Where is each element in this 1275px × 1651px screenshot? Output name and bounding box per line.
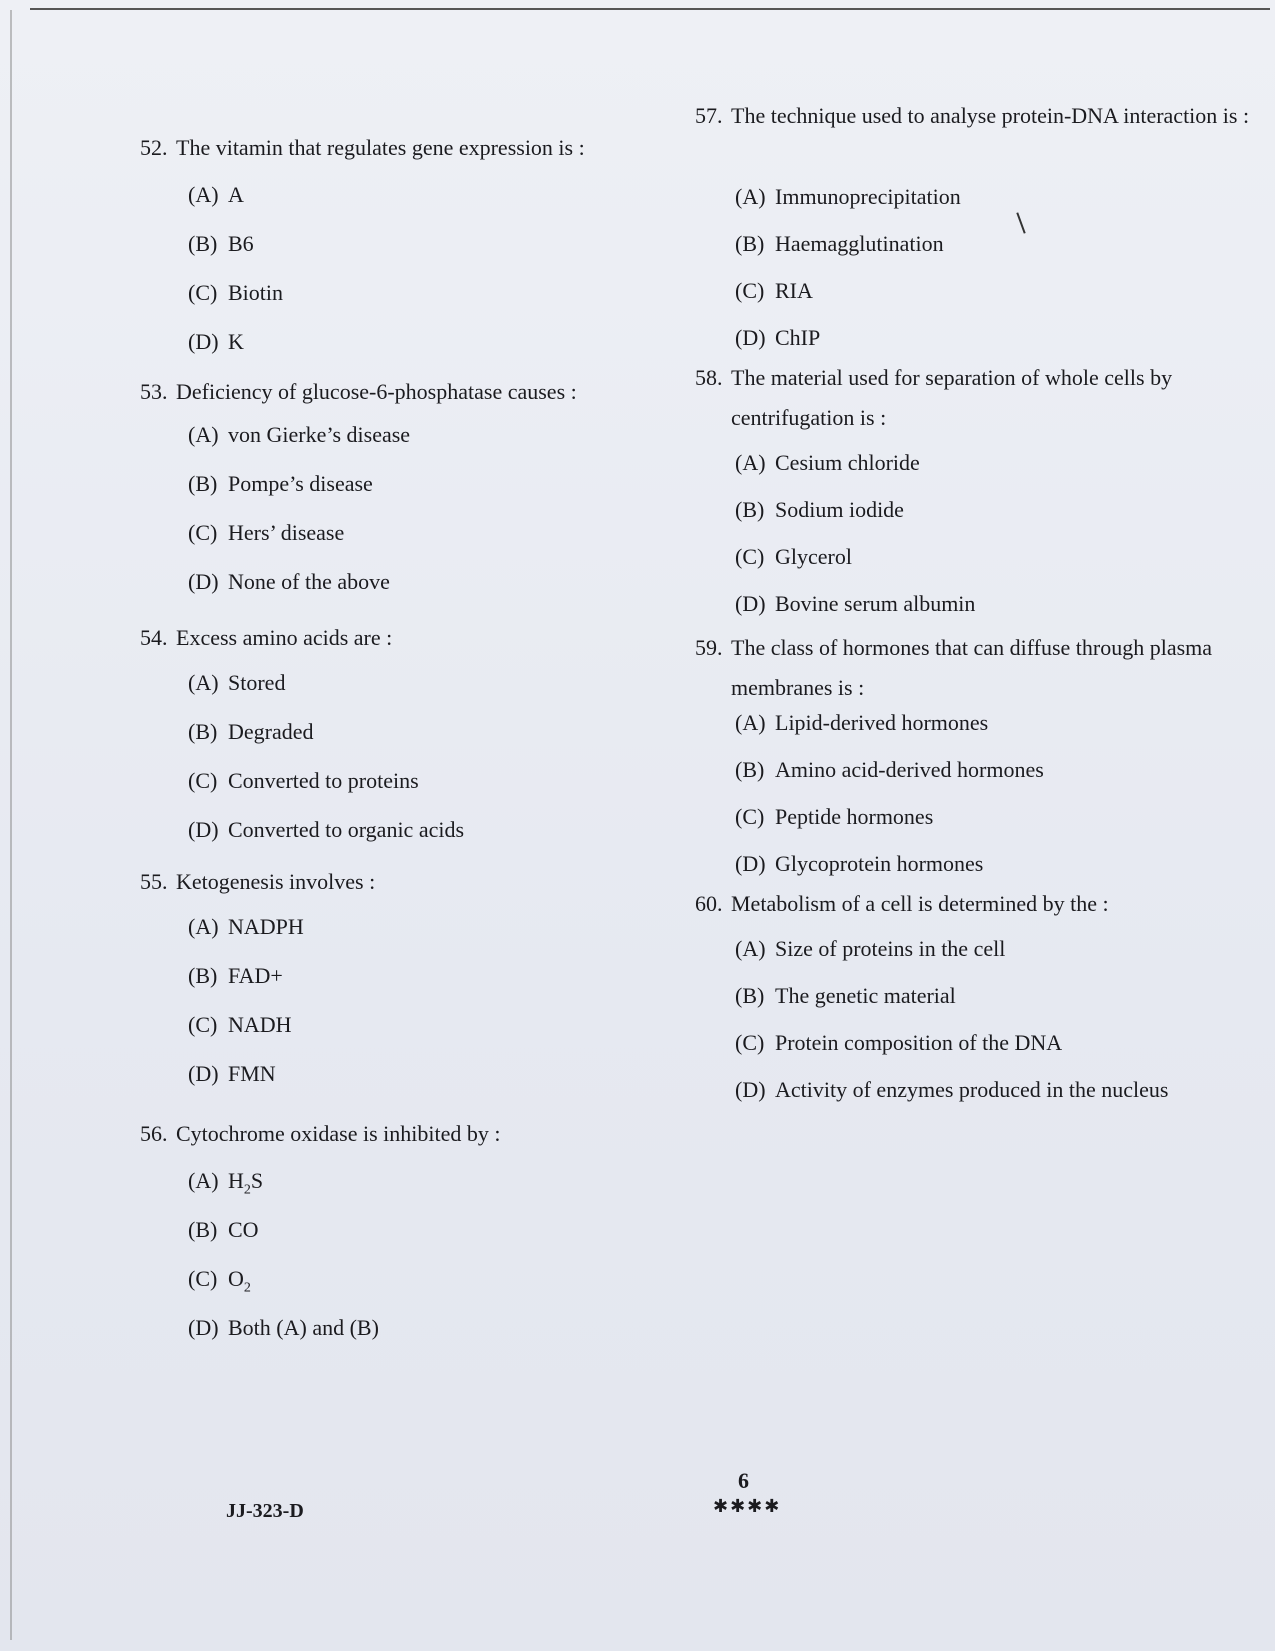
option-text: A bbox=[228, 182, 244, 207]
option-label: (A) bbox=[188, 182, 219, 207]
question-stem bbox=[695, 358, 1255, 438]
option-label: (C) bbox=[735, 804, 765, 829]
question-text: The material used for separation of whole cells by centrifugation is : bbox=[731, 365, 1173, 430]
option-c bbox=[735, 804, 933, 830]
option-label: (B) bbox=[735, 983, 765, 1008]
option-d bbox=[188, 329, 244, 355]
option-b bbox=[188, 471, 373, 497]
option-label: (B) bbox=[188, 231, 218, 256]
option-label: (A) bbox=[188, 422, 219, 447]
option-label: (D) bbox=[188, 817, 219, 842]
option-d bbox=[735, 1077, 1168, 1103]
option-text: CO bbox=[228, 1217, 259, 1242]
option-c bbox=[188, 768, 419, 794]
question-text: Cytochrome oxidase is inhibited by : bbox=[176, 1121, 501, 1146]
option-text: Immunoprecipitation bbox=[775, 184, 961, 209]
option-label: (C) bbox=[735, 1030, 765, 1055]
question-text: Deficiency of glucose-6-phosphatase causes : bbox=[176, 379, 577, 404]
option-text: Degraded bbox=[228, 719, 314, 744]
option-text: RIA bbox=[775, 278, 813, 303]
option-text: Haemagglutination bbox=[775, 231, 944, 256]
option-label: (D) bbox=[735, 325, 766, 350]
option-text: Glycerol bbox=[775, 544, 852, 569]
question-text: The technique used to analyse protein-DNA interaction is : bbox=[731, 103, 1250, 128]
question-stem bbox=[695, 628, 1255, 708]
option-text: Pompe’s disease bbox=[228, 471, 373, 496]
top-border-line bbox=[30, 8, 1270, 10]
option-label: (B) bbox=[188, 963, 218, 988]
question-stem bbox=[140, 618, 700, 658]
question-stem bbox=[140, 372, 700, 412]
question-text: Ketogenesis involves : bbox=[176, 869, 376, 894]
option-d bbox=[188, 1061, 276, 1087]
paper-code: JJ-323-D bbox=[226, 1500, 304, 1522]
option-b bbox=[188, 719, 314, 745]
question-54 bbox=[140, 618, 700, 842]
option-b bbox=[735, 231, 944, 257]
option-b bbox=[735, 983, 956, 1009]
option-text: Bovine serum albumin bbox=[775, 591, 976, 616]
option-d bbox=[188, 817, 464, 843]
option-a bbox=[188, 914, 304, 940]
option-a bbox=[188, 1168, 263, 1203]
option-text: O bbox=[228, 1266, 244, 1291]
question-number: 55. bbox=[140, 869, 168, 894]
option-text: Stored bbox=[228, 670, 286, 695]
option-c bbox=[735, 544, 852, 570]
question-number: 53. bbox=[140, 379, 168, 404]
option-label: (D) bbox=[735, 851, 766, 876]
option-label: (D) bbox=[188, 1061, 219, 1086]
option-text: NADPH bbox=[228, 914, 304, 939]
option-text: von Gierke’s disease bbox=[228, 422, 411, 447]
question-text: Excess amino acids are : bbox=[176, 625, 393, 650]
option-text: FMN bbox=[228, 1061, 276, 1086]
option-a bbox=[735, 936, 1005, 962]
question-number: 57. bbox=[695, 103, 723, 128]
option-text: K bbox=[228, 329, 244, 354]
question-57 bbox=[695, 96, 1255, 350]
option-label: (D) bbox=[188, 569, 219, 594]
option-text: Amino acid-derived hormones bbox=[775, 757, 1044, 782]
option-label: (B) bbox=[188, 719, 218, 744]
option-d bbox=[735, 591, 975, 617]
question-number: 52. bbox=[140, 135, 168, 160]
option-label: (D) bbox=[735, 1077, 766, 1102]
question-number: 60. bbox=[695, 891, 723, 916]
question-55 bbox=[140, 862, 700, 1086]
option-text: Activity of enzymes produced in the nucleus bbox=[775, 1077, 1169, 1102]
option-label: (C) bbox=[188, 280, 218, 305]
option-label: (A) bbox=[735, 184, 766, 209]
option-d bbox=[188, 569, 390, 595]
question-number: 56. bbox=[140, 1121, 168, 1146]
option-text: Converted to organic acids bbox=[228, 817, 465, 842]
question-text: The vitamin that regulates gene expression is : bbox=[176, 135, 585, 160]
option-text: NADH bbox=[228, 1012, 292, 1037]
question-text: The class of hormones that can diffuse through plasma membranes is : bbox=[731, 635, 1213, 700]
option-label: (A) bbox=[188, 914, 219, 939]
option-text: Glycoprotein hormones bbox=[775, 851, 984, 876]
option-label: (D) bbox=[188, 329, 219, 354]
question-58 bbox=[695, 358, 1255, 616]
question-number: 54. bbox=[140, 625, 168, 650]
option-label: (C) bbox=[735, 544, 765, 569]
option-c bbox=[188, 280, 283, 306]
option-a bbox=[188, 670, 285, 696]
option-d bbox=[188, 1315, 379, 1341]
option-b bbox=[735, 757, 1044, 783]
question-number: 58. bbox=[695, 365, 723, 390]
question-stem bbox=[140, 1114, 700, 1154]
option-b bbox=[188, 963, 283, 989]
footer-stars: ✱✱✱✱ bbox=[713, 1496, 782, 1516]
option-label: (D) bbox=[188, 1315, 219, 1340]
left-border-line bbox=[10, 10, 12, 1640]
option-text: Converted to proteins bbox=[228, 768, 419, 793]
option-text: ChIP bbox=[775, 325, 821, 350]
option-b bbox=[735, 497, 904, 523]
option-c bbox=[188, 520, 344, 546]
option-b bbox=[188, 1217, 259, 1243]
option-subscript: 2 bbox=[243, 1280, 251, 1296]
option-label: (C) bbox=[735, 278, 765, 303]
option-text: Sodium iodide bbox=[775, 497, 904, 522]
option-text: Both (A) and (B) bbox=[228, 1315, 379, 1340]
page-number: 6 bbox=[738, 1468, 749, 1493]
option-label: (B) bbox=[735, 757, 765, 782]
question-59 bbox=[695, 628, 1255, 876]
question-stem bbox=[695, 884, 1255, 924]
option-c bbox=[188, 1012, 292, 1038]
option-b bbox=[188, 231, 254, 257]
option-text: Hers’ disease bbox=[228, 520, 345, 545]
option-a bbox=[735, 710, 988, 736]
question-number: 59. bbox=[695, 635, 723, 660]
option-text: Peptide hormones bbox=[775, 804, 934, 829]
option-label: (C) bbox=[188, 520, 218, 545]
option-label: (B) bbox=[188, 1217, 218, 1242]
option-c bbox=[188, 1266, 251, 1301]
option-label: (B) bbox=[735, 497, 765, 522]
question-53 bbox=[140, 372, 700, 594]
option-a bbox=[735, 450, 920, 476]
option-label: (B) bbox=[735, 231, 765, 256]
question-stem bbox=[695, 96, 1255, 136]
option-label: (A) bbox=[188, 1168, 219, 1193]
pen-mark bbox=[1016, 212, 1025, 233]
option-label: (D) bbox=[735, 591, 766, 616]
option-d bbox=[735, 325, 820, 351]
option-text: Protein composition of the DNA bbox=[775, 1030, 1063, 1055]
option-a bbox=[188, 422, 410, 448]
question-52 bbox=[140, 128, 700, 354]
option-text: B6 bbox=[228, 231, 254, 256]
option-text: The genetic material bbox=[775, 983, 956, 1008]
option-a bbox=[188, 182, 244, 208]
option-a bbox=[735, 184, 961, 210]
option-d bbox=[735, 851, 983, 877]
question-60 bbox=[695, 884, 1255, 1102]
option-label: (A) bbox=[735, 450, 766, 475]
option-label: (C) bbox=[188, 1012, 218, 1037]
question-text: Metabolism of a cell is determined by the : bbox=[731, 891, 1109, 916]
option-text: H bbox=[228, 1168, 244, 1193]
option-c bbox=[735, 1030, 1062, 1056]
option-label: (C) bbox=[188, 1266, 218, 1291]
option-text: Size of proteins in the cell bbox=[775, 936, 1006, 961]
option-text-after: S bbox=[250, 1168, 264, 1193]
question-stem bbox=[140, 128, 700, 168]
option-text: Cesium chloride bbox=[775, 450, 920, 475]
option-c bbox=[735, 278, 813, 304]
option-label: (A) bbox=[735, 936, 766, 961]
option-label: (B) bbox=[188, 471, 218, 496]
option-text: None of the above bbox=[228, 569, 390, 594]
option-label: (C) bbox=[188, 768, 218, 793]
option-text: FAD+ bbox=[228, 963, 283, 988]
question-56 bbox=[140, 1114, 700, 1340]
option-label: (A) bbox=[735, 710, 766, 735]
option-text: Lipid-derived hormones bbox=[775, 710, 989, 735]
option-label: (A) bbox=[188, 670, 219, 695]
question-stem bbox=[140, 862, 700, 902]
option-subscript: 2 bbox=[243, 1182, 251, 1198]
option-text: Biotin bbox=[228, 280, 284, 305]
